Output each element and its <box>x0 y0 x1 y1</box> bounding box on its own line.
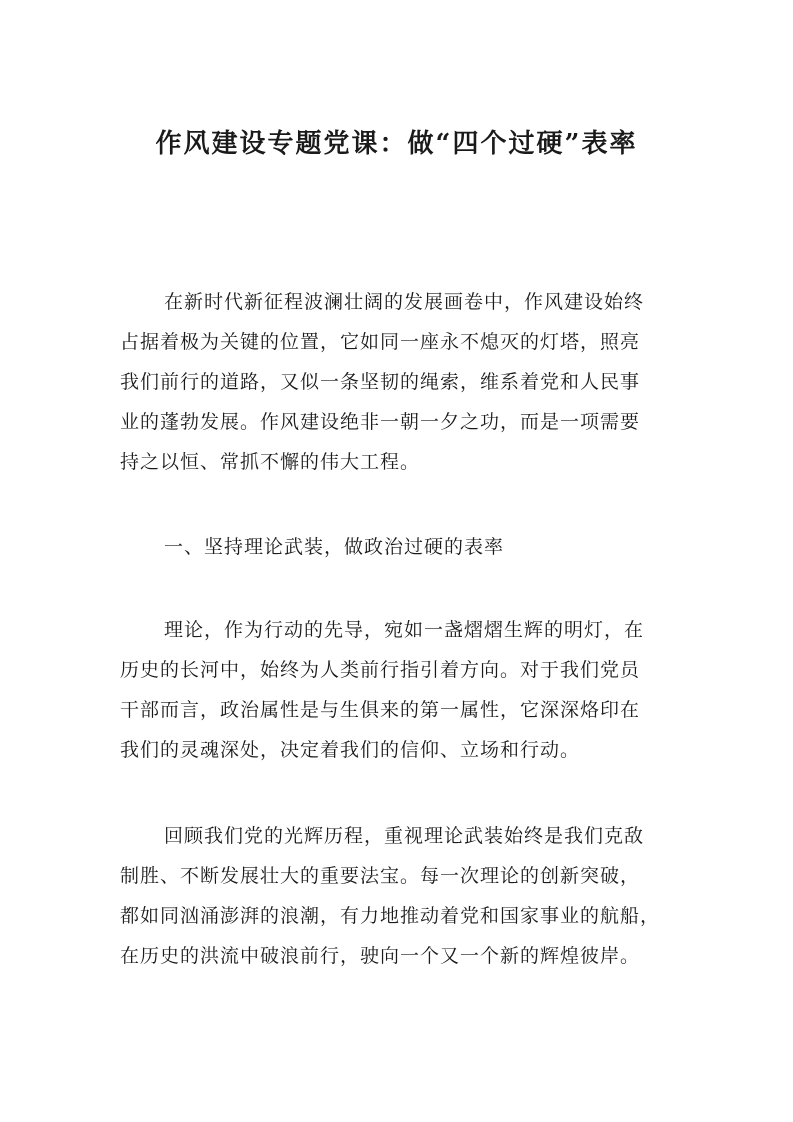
paragraph-theory <box>120 610 690 770</box>
paragraph-line: 业的蓬勃发展。作风建设绝非一朝一夕之功，而是一项需要 <box>120 411 641 433</box>
paragraph-line: 持之以恒、常抓不懈的伟大工程。 <box>120 451 421 473</box>
paragraph-line: 在历史的洪流中破浪前行，驶向一个又一个新的辉煌彼岸。 <box>120 945 641 967</box>
paragraph-history <box>120 816 690 976</box>
paragraph-line: 占据着极为关键的位置，它如同一座永不熄灭的灯塔，照亮 <box>120 331 641 353</box>
paragraph-line: 我们的灵魂深处，决定着我们的信仰、立场和行动。 <box>120 739 581 761</box>
paragraph-line: 回顾我们党的光辉历程，重视理论武装始终是我们克敌 <box>164 825 645 847</box>
paragraph-line: 干部而言，政治属性是与生俱来的第一属性，它深深烙印在 <box>120 699 641 721</box>
section-heading-text: 一、坚持理论武装，做政治过硬的表率 <box>164 536 505 558</box>
paragraph-line: 都如同汹涌澎湃的浪潮，有力地推动着党和国家事业的航船， <box>120 905 661 927</box>
paragraph-line: 理论，作为行动的先导，宛如一盏熠熠生辉的明灯，在 <box>164 619 645 641</box>
paragraph-line: 制胜、不断发展壮大的重要法宝。每一次理论的创新突破， <box>120 865 641 887</box>
section-heading-1 <box>120 527 690 567</box>
paragraph-line: 在新时代新征程波澜壮阔的发展画卷中，作风建设始终 <box>164 291 645 313</box>
paragraph-line: 历史的长河中，始终为人类前行指引着方向。对于我们党员 <box>120 659 641 681</box>
paragraph-line: 我们前行的道路，又似一条坚韧的绳索，维系着党和人民事 <box>120 371 641 393</box>
document-title: 作风建设专题党课：做“四个过硬”表率 <box>155 129 638 159</box>
paragraph-intro <box>120 282 690 482</box>
